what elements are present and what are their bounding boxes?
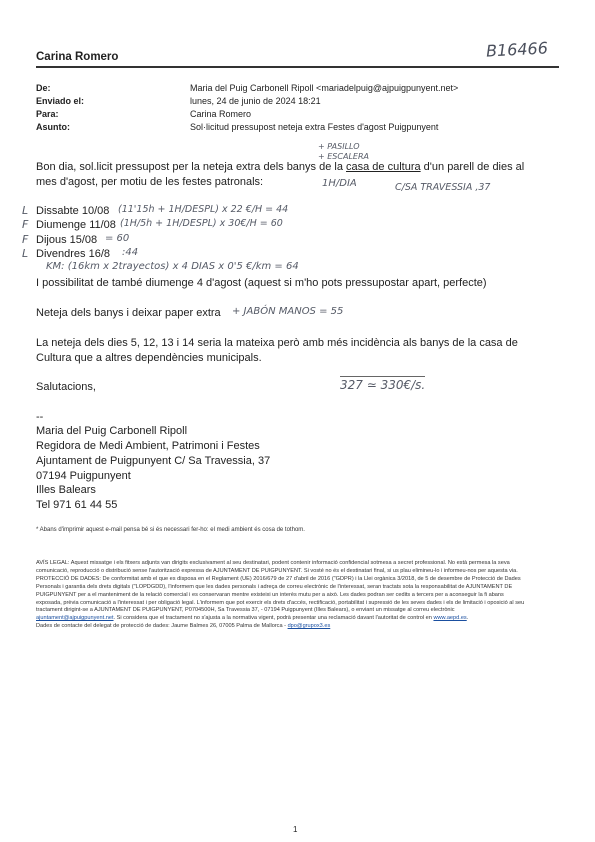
- greeting-line: [36, 161, 524, 173]
- day-label-2: Diumenge 11/08: [36, 219, 116, 231]
- legal-dpo-text: Dades de contacte del delegat de protecció de dades: Jaume Balmes 26, 07005 Palma de Mallorca -: [36, 623, 288, 630]
- subject-value: Sol·licitud pressupost neteja extra Festes d'agost Puigpunyent: [190, 122, 439, 132]
- signature-phone: Tel 971 61 44 55: [36, 499, 118, 511]
- signature-dash: --: [36, 411, 44, 423]
- sent-label: Enviado el:: [36, 96, 85, 106]
- neteja-dies-line-2: Cultura que a altres dependències municipals.: [36, 352, 262, 364]
- sent-value: lunes, 24 de junio de 2024 18:21: [190, 96, 321, 106]
- legal-dpo-email-link[interactable]: dpo@grupox3.es: [287, 623, 331, 630]
- header-divider: [36, 66, 559, 68]
- neteja-dies-line-1: La neteja dels dies 5, 12, 13 i 14 seria la mateixa però amb més incidència als banys de la casa de: [36, 337, 518, 349]
- page-number: 1: [293, 825, 298, 834]
- day-mark-3: F: [22, 233, 29, 246]
- possibilitat-line: I possibilitat de també diumenge 4 d'agost (aquest si m'ho pots pressupostar apart, perfecte): [36, 277, 487, 289]
- legal-proteccio: PROTECCIÓ DE DADES: De conformitat amb el que es disposa en el Reglament (UE) 2016/679 de 27 d'abril de 2016 ("GDPR) i la Llei orgànica 3/2018, de 5 de desembre de Protecció de Dades Personals i garantia dels drets digitals ("LOPDGDD), l'informem que les dades personals i adreça de correu electrònic de l'interessat, seran tractats sota la responsabilitat de AJUNTAMENT DE PUIGPUNYENT per a el manteniment de la relació comercial i es conservaran mentre existeixi un interès mutu per a això. Les dades podran ser cedits a tercers per a aconseguir la fi abans exposada, prèvia comunicació a l'interessat i per obligació legal. L'informem que pot exercir els drets d'accés, rectificació, portabilitat i supressió de les seves dades i els de limitació i oposició al seu tractament dirigint-se a AJUNTAMENT DE PUIGPUNYENT, P0704500H, Sa Travessia 37, - 07194 Puigpunyent (Illes Balears), o enviant un missatge al correu electrònic ajuntament@ajpuigpunyent.net. Si considera que el tractament no s'ajusta a la normativa vigent, podrà presentar una reclamació davant l'autoritat de control en www.aepd.es.: [36, 575, 525, 622]
- to-label: Para:: [36, 109, 59, 119]
- legal-avis: AVÍS LEGAL: Aquest missatge i els fitxers adjunts van dirigits exclusivament al seu destinatari, podent contenir informació confidencial sotmesa a secret professional. No està permesa la seva comunicació, reproducció o distribució sense l'autorització expressa de AJUNTAMENT DE PUIGPUNYENT. Si vosté no és el destinatari final, si us plau elimineu-lo i informeu-nos per aquesta via.: [36, 560, 518, 574]
- eco-note: * Abans d'imprimir aquest e-mail pensa bé si és necessari fer-ho: el medi ambient és cosa de tothom.: [36, 527, 305, 533]
- signature-name: Maria del Puig Carbonell Ripoll: [36, 425, 188, 437]
- day-note-3: = 60: [105, 233, 130, 244]
- day-label-1: Dissabte 10/08: [36, 205, 110, 217]
- day-label-3: Dijous 15/08: [36, 234, 98, 246]
- legal-dpo: [36, 623, 526, 631]
- handwritten-stamp-number: B16466: [485, 38, 549, 61]
- day-mark-2: F: [22, 218, 29, 231]
- signature-role: Regidora de Medi Ambient, Patrimoni i Festes: [36, 440, 260, 452]
- km-note: KM: (16km x 2trayectos) x 4 DIAS x 0'5 €/km = 64: [46, 261, 299, 272]
- from-value: Maria del Puig Carbonell Ripoll <mariadelpuig@ajpuigpunyent.net>: [190, 83, 459, 93]
- note-address: C/SA TRAVESSIA ,37: [395, 182, 491, 193]
- greeting-part-c: d'un parell de dies al: [420, 161, 525, 173]
- legal-proteccio-end: . Si considera que el tractament no s'ajusta a la normativa vigent, podrà presentar una reclamació davant l'autoritat de control en: [113, 615, 434, 622]
- jabon-note: + JABÓN MANOS = 55: [232, 306, 344, 317]
- day-mark-1: L: [22, 204, 29, 217]
- sender-name: Carina Romero: [36, 51, 119, 63]
- signature-org: Ajuntament de Puigpunyent C/ Sa Travessia, 37: [36, 455, 271, 467]
- day-mark-4: L: [22, 247, 29, 260]
- day-note-1: (11'15h + 1H/DESPL) x 22 €/H = 44: [118, 204, 289, 215]
- to-value: Carina Romero: [190, 109, 252, 119]
- salutacions: Salutacions,: [36, 381, 96, 393]
- greeting-part-a: Bon dia, sol.licit pressupost per la neteja extra dels banys de la: [36, 161, 347, 173]
- greeting-line-2: mes d'agost, per motiu de les festes patronals:: [36, 176, 264, 188]
- note-hour-per-day: 1H/DIA: [322, 178, 357, 189]
- legal-proteccio-text: PROTECCIÓ DE DADES: De conformitat amb el que es disposa en el Reglament (UE) 2016/679 de 27 d'abril de 2016 ("GDPR) i la Llei orgànica 3/2018, de 5 de desembre de Protecció de Dades Personals i garantia dels drets digitals ("LOPDGDD), l'informem que les dades personals i adreça de correu electrònic de l'interessat, seran tractats sota la responsabilitat de AJUNTAMENT DE PUIGPUNYENT per a el manteniment de la relació comercial i es conservaran mentre existeixi un interès mutu per a això. Les dades podran ser cedits a tercers per a aconseguir la fi abans exposada, prèvia comunicació a l'interessat i per obligació legal. L'informem que pot exercir els drets d'accés, rectificació, portabilitat i supressió de les seves dades i els de limitació i oposició al seu tractament dirigint-se a AJUNTAMENT DE PUIGPUNYENT, P0704500H, Sa Travessia 37, - 07194 Puigpunyent (Illes Balears), o enviant un missatge al correu electrònic: [36, 575, 525, 614]
- signature-postcode: 07194 Puigpunyent: [36, 470, 131, 482]
- day-label-4: Divendres 16/8: [36, 248, 110, 260]
- day-note-2: (1H/5h + 1H/DESPL) x 30€/H = 60: [120, 218, 283, 229]
- day-note-4: :44: [122, 247, 139, 258]
- neteja-banys-line: Neteja dels banys i deixar paper extra: [36, 307, 221, 319]
- legal-aepd-link[interactable]: www.aepd.es: [433, 615, 467, 622]
- note-pasillo: + PASILLO: [318, 142, 360, 151]
- greeting-casa-cultura: casa de cultura: [346, 161, 421, 173]
- note-escalera: + ESCALERA: [318, 152, 369, 161]
- from-label: De:: [36, 83, 51, 93]
- subject-label: Asunto:: [36, 122, 70, 132]
- total-note: 327 ≃ 330€/s.: [340, 378, 426, 392]
- legal-notice: [36, 560, 526, 631]
- signature-region: Illes Balears: [36, 484, 96, 496]
- legal-email-link[interactable]: ajuntament@ajpuigpunyent.net: [36, 615, 114, 622]
